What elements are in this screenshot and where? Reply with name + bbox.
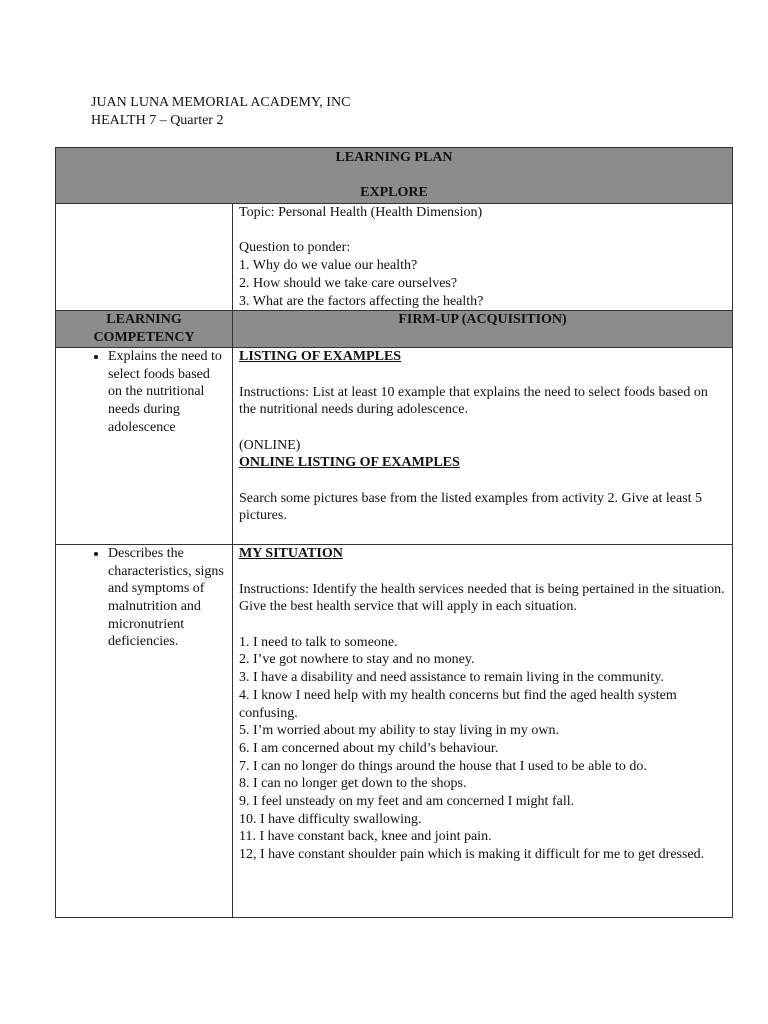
- topic: Topic: Personal Health (Health Dimension): [239, 205, 483, 220]
- learning-competency-header: LEARNING COMPETENCY: [56, 311, 233, 348]
- situation-item: 4. I know I need help with my health concerns but find the aged health system confusing.: [239, 687, 677, 721]
- situation-item: 7. I can no longer do things around the house that I used to be able to do.: [239, 758, 647, 774]
- explore-content-cell: [233, 204, 733, 311]
- competency-row: [56, 545, 733, 918]
- subject-quarter: HEALTH 7 – Quarter 2: [91, 113, 224, 128]
- column-header-row: [56, 311, 733, 348]
- learning-plan-table: [55, 147, 733, 918]
- situation-item: 3. I have a disability and need assistance to remain living in the community.: [239, 670, 664, 686]
- school-name: JUAN LUNA MEMORIAL ACADEMY, INC: [91, 95, 351, 110]
- question-item: 1. Why do we value our health?: [239, 258, 418, 274]
- activity-title: MY SITUATION: [239, 546, 343, 562]
- firm-up-header: FIRM-UP (ACQUISITION): [233, 311, 733, 348]
- competency-item: • Describes the characteristics, signs and symptoms of malnutrition and micronutrient deficiencies.: [108, 545, 226, 651]
- plan-phase: EXPLORE: [360, 185, 428, 201]
- competency-item: • Explains the need to select foods based on the nutritional needs during adolescence: [108, 348, 226, 436]
- situation-item: 11. I have constant back, knee and joint pain.: [239, 829, 492, 845]
- online-activity-title: ONLINE LISTING OF EXAMPLES: [239, 455, 460, 471]
- competency-cell: [56, 545, 233, 918]
- activity-cell: [233, 348, 733, 545]
- question-label: Question to ponder:: [239, 240, 351, 256]
- activity-title: LISTING OF EXAMPLES: [239, 349, 402, 365]
- activity-mode: (ONLINE): [239, 437, 301, 453]
- situation-item: 2. I’ve got nowhere to stay and no money.: [239, 652, 475, 668]
- explore-row: [56, 204, 733, 311]
- activity-cell: [233, 545, 733, 918]
- situation-item: 12, I have constant shoulder pain which is making it difficult for me to get dressed.: [239, 847, 705, 863]
- competency-row: [56, 348, 733, 545]
- activity-instructions: Instructions: Identify the health services needed that is being pertained in the situation. Give the best health service that will apply in each situation.: [239, 581, 725, 615]
- question-item: 2. How should we take care ourselves?: [239, 275, 458, 291]
- question-item: 3. What are the factors affecting the health?: [239, 293, 484, 309]
- situation-item: 1. I need to talk to someone.: [239, 634, 398, 650]
- competency-cell: [56, 348, 233, 545]
- online-activity-text: Search some pictures base from the listed examples from activity 2. Give at least 5 pictures.: [239, 490, 703, 524]
- document-header: [91, 94, 350, 130]
- situation-item: 8. I can no longer get down to the shops.: [239, 776, 467, 792]
- situation-item: 5. I’m worried about my ability to stay living in my own.: [239, 723, 560, 739]
- situation-item: 9. I feel unsteady on my feet and am concerned I might fall.: [239, 794, 575, 810]
- plan-title: LEARNING PLAN: [335, 150, 453, 165]
- activity-instructions: Instructions: List at least 10 example that explains the need to select foods based on the nutritional needs during adolescence.: [239, 384, 708, 418]
- situation-item: 6. I am concerned about my child’s behaviour.: [239, 740, 499, 756]
- situation-item: 10. I have difficulty swallowing.: [239, 811, 422, 827]
- plan-title-row: [56, 148, 733, 204]
- explore-empty-cell: [56, 204, 233, 311]
